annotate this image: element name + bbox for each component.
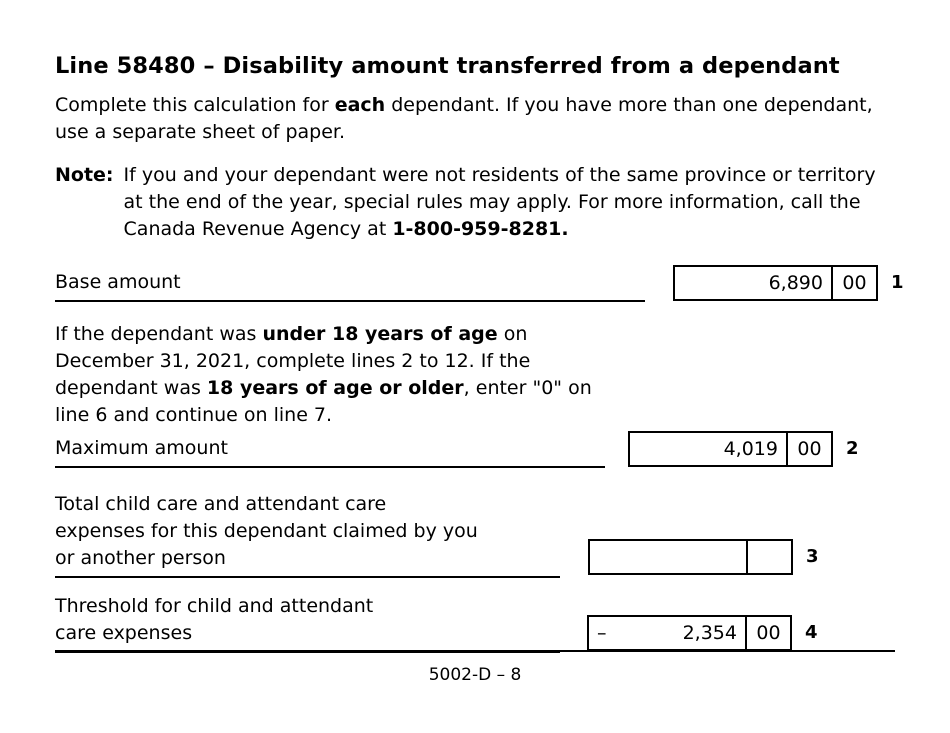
footer-form-code: 5002-D – 8 bbox=[428, 665, 522, 685]
line-3-cents-field[interactable] bbox=[748, 539, 793, 575]
line-1-amount bbox=[673, 265, 904, 301]
line-4-dollars-value: 2,354 bbox=[682, 621, 737, 644]
note-text bbox=[124, 162, 884, 243]
line-2-dollars-field[interactable] bbox=[628, 431, 788, 467]
condition-bold-under18: under 18 years of age bbox=[262, 322, 498, 345]
note-block bbox=[55, 162, 895, 243]
line-4-minus-sign: – bbox=[597, 621, 607, 644]
intro-text-part2: dependant. If you have more than one dependant, use a separate sheet of paper. bbox=[55, 94, 873, 144]
line-1-number: 1 bbox=[891, 271, 904, 293]
line-2-label: Maximum amount bbox=[55, 436, 228, 459]
intro-paragraph bbox=[55, 92, 895, 146]
footer-divider bbox=[55, 650, 895, 652]
age-condition-paragraph bbox=[55, 321, 615, 429]
condition-bold-18orolder: 18 years of age or older bbox=[206, 376, 464, 399]
line-3-label-line-2: expenses for this dependant claimed by you bbox=[55, 519, 478, 542]
line-4-amount bbox=[587, 615, 818, 651]
intro-text-bold: each bbox=[334, 94, 386, 117]
line-3-label bbox=[55, 491, 560, 572]
line-1-dollars-value: 6,890 bbox=[768, 271, 823, 294]
line-1-dollars-field[interactable] bbox=[673, 265, 833, 301]
line-4-dollars-field[interactable] bbox=[587, 615, 747, 651]
line-2-cents-field[interactable] bbox=[788, 431, 833, 467]
line-1-rule bbox=[55, 300, 645, 302]
condition-text-a: If the dependant was bbox=[55, 322, 263, 345]
line-4-cents-field[interactable] bbox=[747, 615, 792, 651]
line-2-dollars-value: 4,019 bbox=[723, 437, 778, 460]
line-3-dollars-field[interactable] bbox=[588, 539, 748, 575]
line-3-rule bbox=[55, 576, 560, 578]
page-title: Line 58480 – Disability amount transferred from a dependant bbox=[55, 53, 840, 79]
line-2-rule bbox=[55, 466, 605, 468]
cra-phone-number: 1-800-959-8281. bbox=[392, 218, 569, 240]
calc-row-4 bbox=[55, 593, 895, 659]
line-3-amount bbox=[588, 539, 819, 575]
line-3-label-line-1: Total child care and attendant care bbox=[55, 492, 387, 515]
line-3-number: 3 bbox=[806, 545, 819, 567]
line-2-number: 2 bbox=[846, 437, 859, 459]
line-2-cents-value: 00 bbox=[797, 437, 822, 460]
condition-text-c: , enter "0" on line 6 and continue on line 7. bbox=[55, 376, 592, 426]
calc-row-2 bbox=[55, 435, 895, 479]
line-4-label-line-1: Threshold for child and attendant bbox=[55, 594, 374, 617]
line-4-cents-value: 00 bbox=[756, 621, 781, 644]
line-4-number: 4 bbox=[805, 621, 818, 643]
calc-row-3 bbox=[55, 491, 895, 583]
line-2-amount bbox=[628, 431, 859, 467]
line-1-cents-value: 00 bbox=[842, 271, 867, 294]
condition-text-b: on December 31, 2021, complete lines 2 to 12. If the dependant was bbox=[55, 322, 531, 399]
intro-text-part1: Complete this calculation for bbox=[55, 94, 335, 117]
calc-row-1 bbox=[55, 269, 904, 313]
note-label: Note: bbox=[55, 164, 114, 187]
line-3-label-line-3: or another person bbox=[55, 546, 226, 569]
line-1-label: Base amount bbox=[55, 270, 181, 293]
line-1-cents-field[interactable] bbox=[833, 265, 878, 301]
line-4-label bbox=[55, 593, 560, 647]
line-4-label-line-2: care expenses bbox=[55, 621, 193, 644]
note-text-body: If you and your dependant were not residents of the same province or territory at the end of the year, special rules may apply. For more information, call the Canada Revenue Agency at bbox=[123, 164, 876, 240]
